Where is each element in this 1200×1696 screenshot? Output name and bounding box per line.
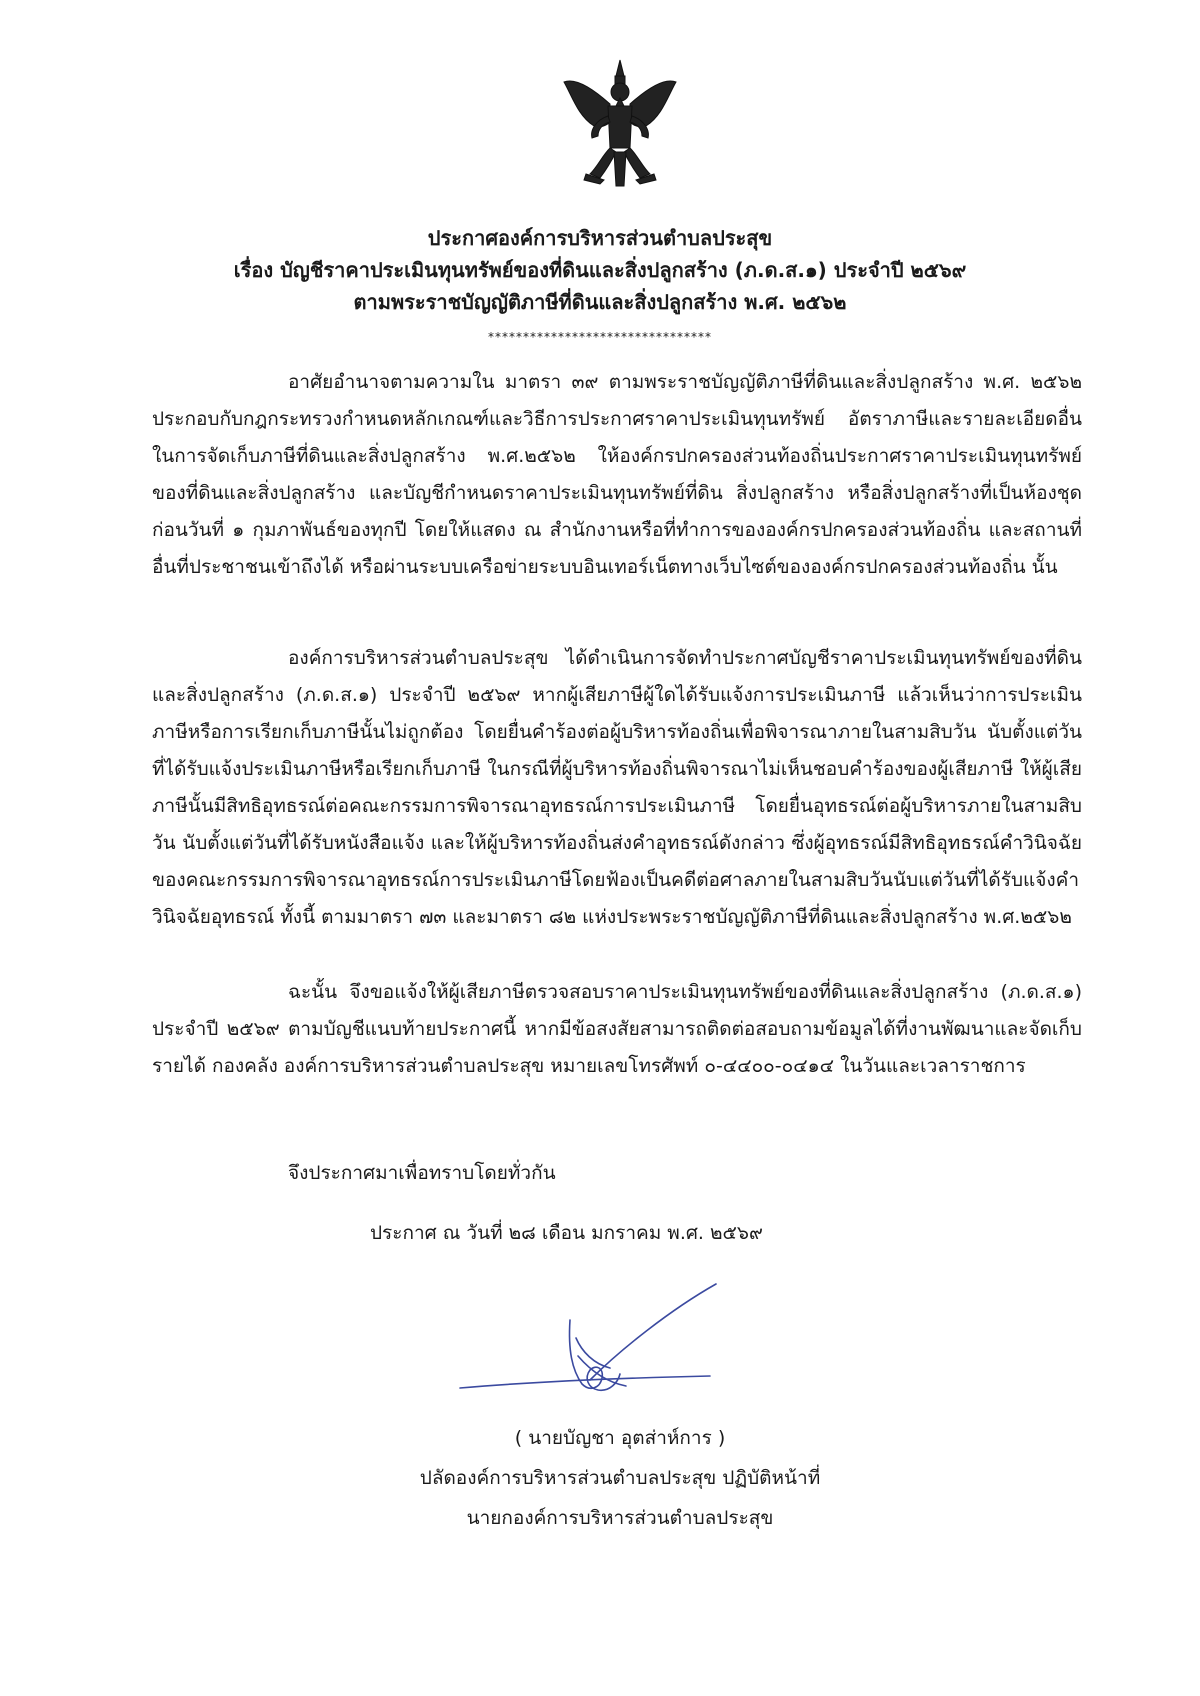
paragraph-2: องค์การบริหารส่วนตำบลประสุข ได้ดำเนินการจัดทำประกาศบัญชีราคาประเมินทุนทรัพย์ของที่ดินและสิ่งปลูกสร้าง (ภ.ด.ส.๑) ประจำปี ๒๕๖๙ หากผู้เสียภาษีผู้ใดได้รับแจ้งการประเมินภาษี แล้วเห็นว่าการประเมินภาษีหรือการเรียกเก็บภาษีนั้นไม่ถูกต้อง โดยยื่นคำร้องต่อผู้บริหารท้องถิ่นเพื่อพิจารณาภายในสามสิบวัน นับตั้งแต่วันที่ได้รับแจ้งประเมินภาษีหรือเรียกเก็บภาษี ในกรณีที่ผู้บริหารท้องถิ่นพิจารณาไม่เห็นชอบคำร้องของผู้เสียภาษี ให้ผู้เสียภาษีนั้นมีสิทธิอุทธรณ์ต่อคณะกรรมการพิจารณาอุทธรณ์การประเมินภาษี โดยยื่นอุทธรณ์ต่อผู้บริหารภายในสามสิบวัน นับตั้งแต่วันที่ได้รับหนังสือแจ้ง และให้ผู้บริหารท้องถิ่นส่งคำอุทธรณ์ดังกล่าว ซึ่งผู้อุทธรณ์มีสิทธิอุทธรณ์คำวินิจฉัยของคณะกรรมการพิจารณาอุทธรณ์การประเมินภาษีโดยฟ้องเป็นคดีต่อศาลภายในสามสิบวันนับแต่วันที่ได้รับแจ้งคำวินิจฉัยอุทธรณ์ ทั้งนี้ ตามมาตรา ๗๓ และมาตรา ๘๒ แห่งประพระราชบัญญัติภาษีที่ดินและสิ่งปลูกสร้าง พ.ศ.๒๕๖๒ — [152, 647, 1082, 928]
signature-icon — [450, 1260, 740, 1410]
document-heading — [100, 222, 1100, 318]
closing-line: จึงประกาศมาเพื่อทราบโดยทั่วกัน — [288, 1162, 556, 1184]
act-line: ตามพระราชบัญญัติภาษีที่ดินและสิ่งปลูกสร้าง พ.ศ. ๒๕๖๒ — [353, 290, 847, 314]
separator: ******************************** — [488, 330, 712, 344]
org-title: ประกาศองค์การบริหารส่วนตำบลประสุข — [427, 226, 773, 250]
signer-name: ( นายบัญชา อุตส่าห์การ ) — [514, 1427, 726, 1449]
paragraph-3: ฉะนั้น จึงขอแจ้งให้ผู้เสียภาษีตรวจสอบราคาประเมินทุนทรัพย์ของที่ดินและสิ่งปลูกสร้าง (ภ.ด.ส.๑) ประจำปี ๒๕๖๙ ตามบัญชีแนบท้ายประกาศนี้ หากมีข้อสงสัยสามารถติดต่อสอบถามข้อมูลได้ที่งานพัฒนาและจัดเก็บรายได้ กองคลัง องค์การบริหารส่วนตำบลประสุข หมายเลขโทรศัพท์ ๐-๔๔๐๐-๐๔๑๔ ในวันและเวลาราชการ — [152, 981, 1082, 1077]
subject-line: เรื่อง บัญชีราคาประเมินทุนทรัพย์ของที่ดินและสิ่งปลูกสร้าง (ภ.ด.ส.๑) ประจำปี ๒๕๖๙ — [233, 258, 967, 282]
garuda-emblem-icon — [560, 56, 680, 196]
announce-date: ประกาศ ณ วันที่ ๒๘ เดือน มกราคม พ.ศ. ๒๕๖๙ — [370, 1222, 763, 1244]
signer-position: ปลัดองค์การบริหารส่วนตำบลประสุข ปฏิบัติหน้าที่ — [419, 1467, 821, 1489]
signer-acting-as: นายกองค์การบริหารส่วนตำบลประสุข — [466, 1507, 774, 1529]
paragraph-1: อาศัยอำนาจตามความใน มาตรา ๓๙ ตามพระราชบัญญัติภาษีที่ดินและสิ่งปลูกสร้าง พ.ศ. ๒๕๖๒ ประกอบกับกฎกระทรวงกำหนดหลักเกณฑ์และวิธีการประกาศราคาประเมินทุนทรัพย์ อัตราภาษีและรายละเอียดอื่นในการจัดเก็บภาษีที่ดินและสิ่งปลูกสร้าง พ.ศ.๒๕๖๒ ให้องค์กรปกครองส่วนท้องถิ่นประกาศราคาประเมินทุนทรัพย์ของที่ดินและสิ่งปลูกสร้าง และบัญชีกำหนดราคาประเมินทุนทรัพย์ที่ดิน สิ่งปลูกสร้าง หรือสิ่งปลูกสร้างที่เป็นห้องชุด ก่อนวันที่ ๑ กุมภาพันธ์ของทุกปี โดยให้แสดง ณ สำนักงานหรือที่ทำการขององค์กรปกครองส่วนท้องถิ่น และสถานที่อื่นที่ประชาชนเข้าถึงได้ หรือผ่านระบบเครือข่ายระบบอินเทอร์เน็ตทางเว็บไซต์ขององค์กรปกครองส่วนท้องถิ่น นั้น — [152, 371, 1082, 578]
